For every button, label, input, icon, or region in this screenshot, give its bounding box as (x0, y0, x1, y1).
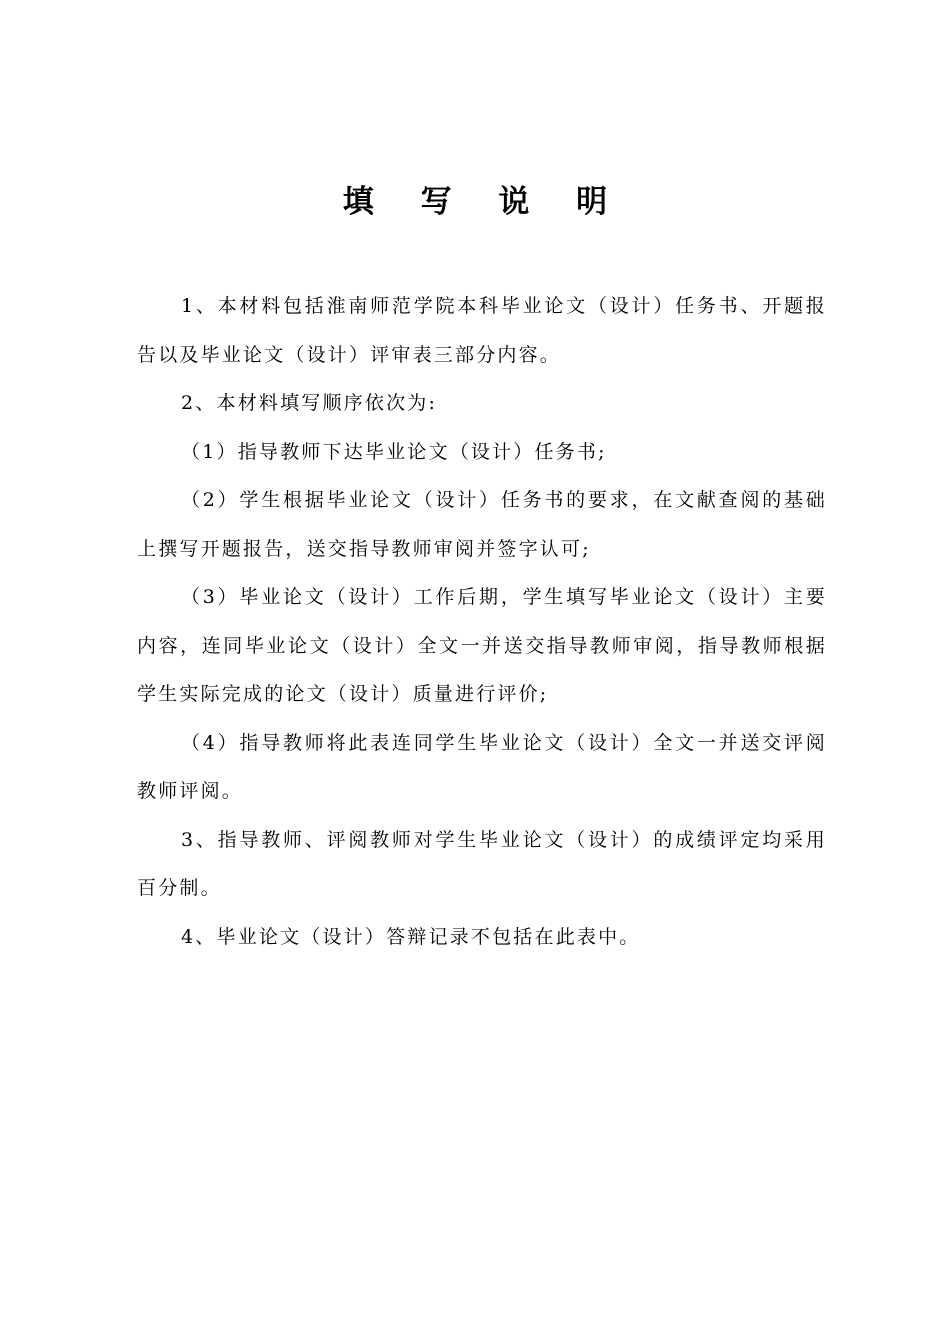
instruction-paragraph-2: 2、本材料填写顺序依次为: (181, 392, 438, 414)
instruction-paragraph-1: 1、本材料包括淮南师范学院本科毕业论文（设计）任务书、开题报告以及毕业论文（设计）评审表三部分内容。 (137, 295, 827, 366)
instructions-body (137, 282, 827, 961)
instruction-subitem-2: （2）学生根据毕业论文（设计）任务书的要求，在文献查阅的基础上撰写开题报告，送交指导教师审阅并签字认可; (137, 489, 827, 560)
instruction-subitem-3: （3）毕业论文（设计）工作后期，学生填写毕业论文（设计）主要内容，连同毕业论文（设计）全文一并送交指导教师审阅，指导教师根据学生实际完成的论文（设计）质量进行评价; (137, 586, 827, 705)
instruction-paragraph-3: 3、指导教师、评阅教师对学生毕业论文（设计）的成绩评定均采用百分制。 (137, 828, 827, 899)
page-title: 填 写 说 明 (342, 184, 626, 220)
instruction-subitem-1: （1）指导教师下达毕业论文（设计）任务书; (181, 440, 607, 463)
instruction-paragraph-4: 4、毕业论文（设计）答辩记录不包括在此表中。 (181, 925, 641, 948)
instruction-subitem-4: （4）指导教师将此表连同学生毕业论文（设计）全文一并送交评阅教师评阅。 (137, 731, 827, 802)
